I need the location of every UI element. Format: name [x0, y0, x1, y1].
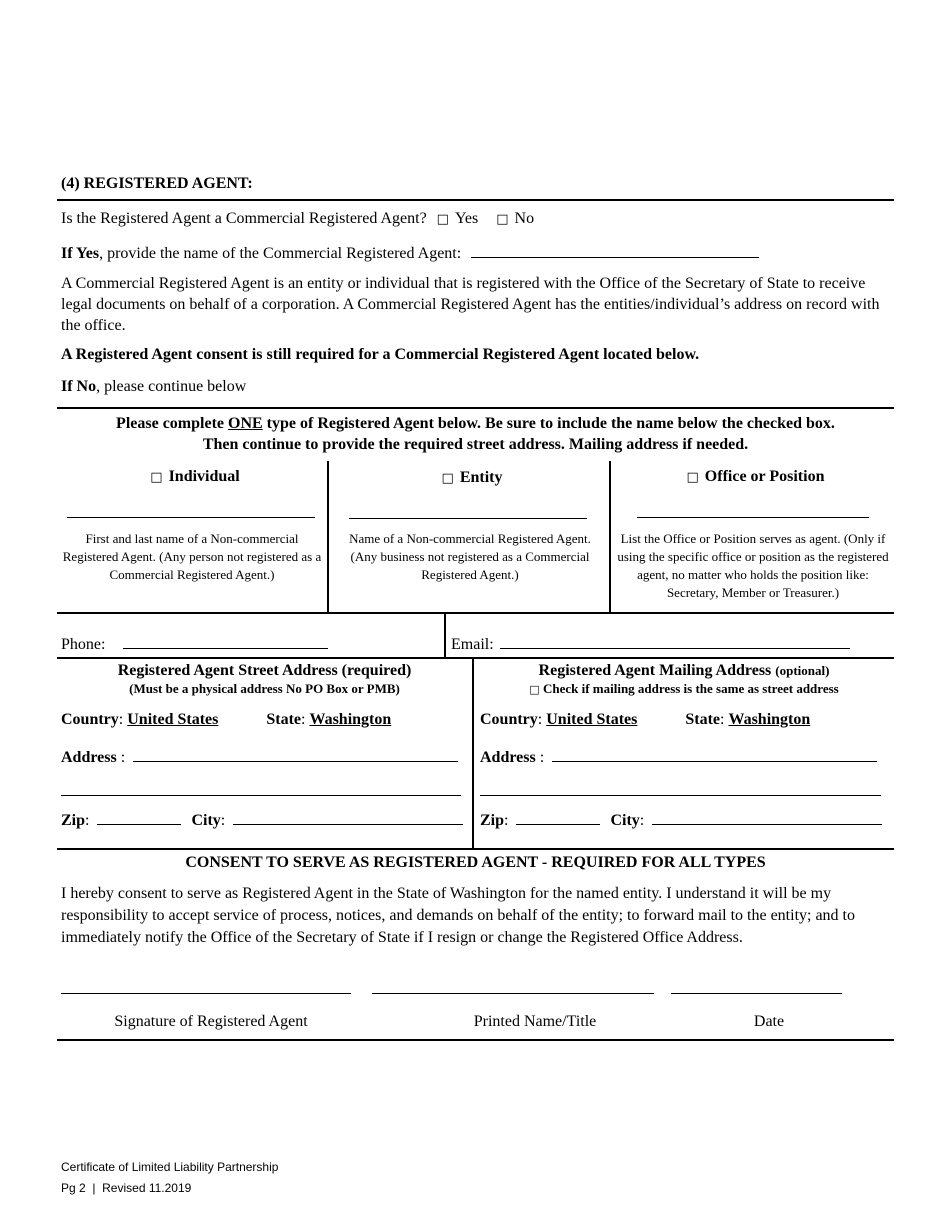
street-zip-city-row: Zip: City: — [61, 810, 463, 830]
divider — [57, 199, 894, 201]
entity-name-field[interactable] — [349, 518, 587, 519]
same-address-label: Check if mailing address is the same as street address — [542, 681, 839, 696]
email-label: Email: — [451, 636, 494, 653]
commercial-agent-name-field[interactable] — [471, 243, 759, 258]
street-address-field[interactable] — [133, 747, 458, 762]
entity-label: Entity — [459, 469, 503, 486]
street-address-label: Address — [61, 749, 117, 766]
if-yes-lead: If Yes — [61, 245, 100, 262]
mailing-address-line-2[interactable] — [480, 795, 881, 796]
entity-description: Name of a Non-commercial Registered Agent. (Any business not registered as a Commercial Registered Agent.) — [349, 531, 591, 582]
printed-name-field[interactable] — [372, 993, 654, 994]
phone-row — [61, 634, 328, 654]
divider — [57, 657, 894, 659]
mailing-address-title: Registered Agent Mailing Address — [538, 662, 772, 679]
street-city-field[interactable] — [233, 810, 463, 825]
date-field[interactable] — [671, 993, 842, 994]
office-position-label: Office or Position — [704, 468, 825, 485]
consent-title: CONSENT TO SERVE AS REGISTERED AGENT - REQUIRED FOR ALL TYPES — [185, 854, 766, 871]
street-country-state-row: Country: United States State: Washington — [61, 711, 392, 728]
instructions-line-1: Please complete ONE type of Registered Agent below. Be sure to include the name below the checked box. — [116, 415, 835, 432]
commercial-question-row — [61, 210, 534, 228]
phone-field[interactable] — [123, 634, 328, 649]
street-address-line-2[interactable] — [61, 795, 461, 796]
individual-name-field[interactable] — [67, 517, 315, 518]
signature-label: Signature of Registered Agent — [114, 1013, 308, 1030]
mailing-state-value: Washington — [728, 711, 811, 728]
divider — [57, 848, 894, 850]
commercial-description: A Commercial Registered Agent is an entity or individual that is registered with the Office of the Secretary of State to receive legal documents on behalf of a corporation. A Commercial Registered Agent has the entities/individual’s address on record with the office. — [61, 275, 880, 334]
footer-page-info: Pg 2 | Revised 11.2019 — [61, 1181, 192, 1195]
same-address-checkbox[interactable]: □ — [529, 683, 540, 696]
type-entity — [329, 469, 609, 487]
individual-label: Individual — [168, 468, 240, 485]
mailing-address-title-row — [474, 662, 894, 680]
mailing-zip-city-row: Zip: City: — [480, 810, 882, 830]
street-address-subtitle: (Must be a physical address No PO Box or PMB) — [129, 681, 400, 696]
office-position-name-field[interactable] — [637, 517, 869, 518]
type-office-position — [611, 468, 894, 486]
if-no-row — [61, 378, 246, 396]
mailing-zip-label: Zip — [480, 812, 505, 829]
street-country-value: United States — [127, 711, 219, 728]
yes-checkbox[interactable]: □ — [436, 212, 449, 227]
if-yes-text: , provide the name of the Commercial Registered Agent: — [99, 245, 462, 262]
consent-note: A Registered Agent consent is still required for a Commercial Registered Agent located below. — [61, 346, 700, 363]
instructions — [57, 413, 894, 455]
printed-name-label: Printed Name/Title — [473, 1013, 597, 1030]
mailing-country-label: Country — [480, 711, 538, 728]
mailing-city-field[interactable] — [652, 810, 882, 825]
mailing-address-label: Address — [480, 749, 536, 766]
section-title: (4) REGISTERED AGENT: — [61, 175, 253, 192]
instructions-line-2: Then continue to provide the required street address. Mailing address if needed. — [202, 436, 749, 453]
consent-text: I hereby consent to serve as Registered Agent in the State of Washington for the named entity. I understand it will be my responsibility to accept service of process, notices, and demands on behalf of the entity; to forward mail to the entity; and to immediately notify the Office of the Secretary of State if I resign or change the Registered Office Address. — [61, 885, 855, 946]
mailing-state-label: State — [685, 711, 720, 728]
mailing-address-row: Address : — [480, 747, 877, 767]
street-address-header — [57, 662, 472, 697]
mailing-city-label: City — [610, 812, 640, 829]
street-country-label: Country — [61, 711, 119, 728]
no-checkbox[interactable]: □ — [496, 212, 509, 227]
if-no-text: , please continue below — [96, 378, 247, 395]
street-zip-label: Zip — [61, 812, 86, 829]
street-zip-field[interactable] — [97, 810, 181, 825]
street-state-value: Washington — [309, 711, 392, 728]
entity-checkbox[interactable]: □ — [441, 471, 454, 486]
footer-form-name: Certificate of Limited Liability Partnership — [61, 1160, 279, 1174]
office-position-description: List the Office or Position serves as agent. (Only if using the specific office or position as the registered agent, no matter who holds the position like: Secretary, Member or Treasurer.) — [617, 531, 889, 600]
email-field[interactable] — [500, 634, 850, 649]
office-position-checkbox[interactable]: □ — [686, 470, 699, 485]
yes-label: Yes — [454, 210, 479, 227]
individual-description: First and last name of a Non-commercial Registered Agent. (Any person not registered as a Commercial Registered Agent.) — [62, 531, 322, 582]
individual-checkbox[interactable]: □ — [150, 470, 163, 485]
mailing-zip-field[interactable] — [516, 810, 600, 825]
mailing-address-optional: (optional) — [775, 663, 830, 678]
divider — [57, 612, 894, 614]
street-address-row: Address : — [61, 747, 458, 767]
mailing-country-value: United States — [546, 711, 638, 728]
mailing-address-header — [474, 662, 894, 697]
date-label: Date — [753, 1013, 785, 1030]
street-city-label: City — [191, 812, 221, 829]
divider — [57, 407, 894, 409]
divider — [57, 1039, 894, 1041]
signature-field[interactable] — [61, 993, 351, 994]
street-state-label: State — [266, 711, 301, 728]
if-no-lead: If No — [61, 378, 97, 395]
phone-label: Phone: — [61, 636, 106, 653]
if-yes-row — [61, 243, 759, 263]
email-row — [451, 634, 850, 654]
type-individual — [57, 468, 327, 486]
street-address-title: Registered Agent Street Address (required) — [117, 662, 412, 679]
no-label: No — [514, 210, 535, 227]
mailing-country-state-row: Country: United States State: Washington — [480, 711, 811, 728]
same-address-row — [474, 681, 894, 697]
column-divider — [444, 614, 446, 658]
commercial-question: Is the Registered Agent a Commercial Registered Agent? — [61, 210, 427, 227]
mailing-address-field[interactable] — [552, 747, 877, 762]
